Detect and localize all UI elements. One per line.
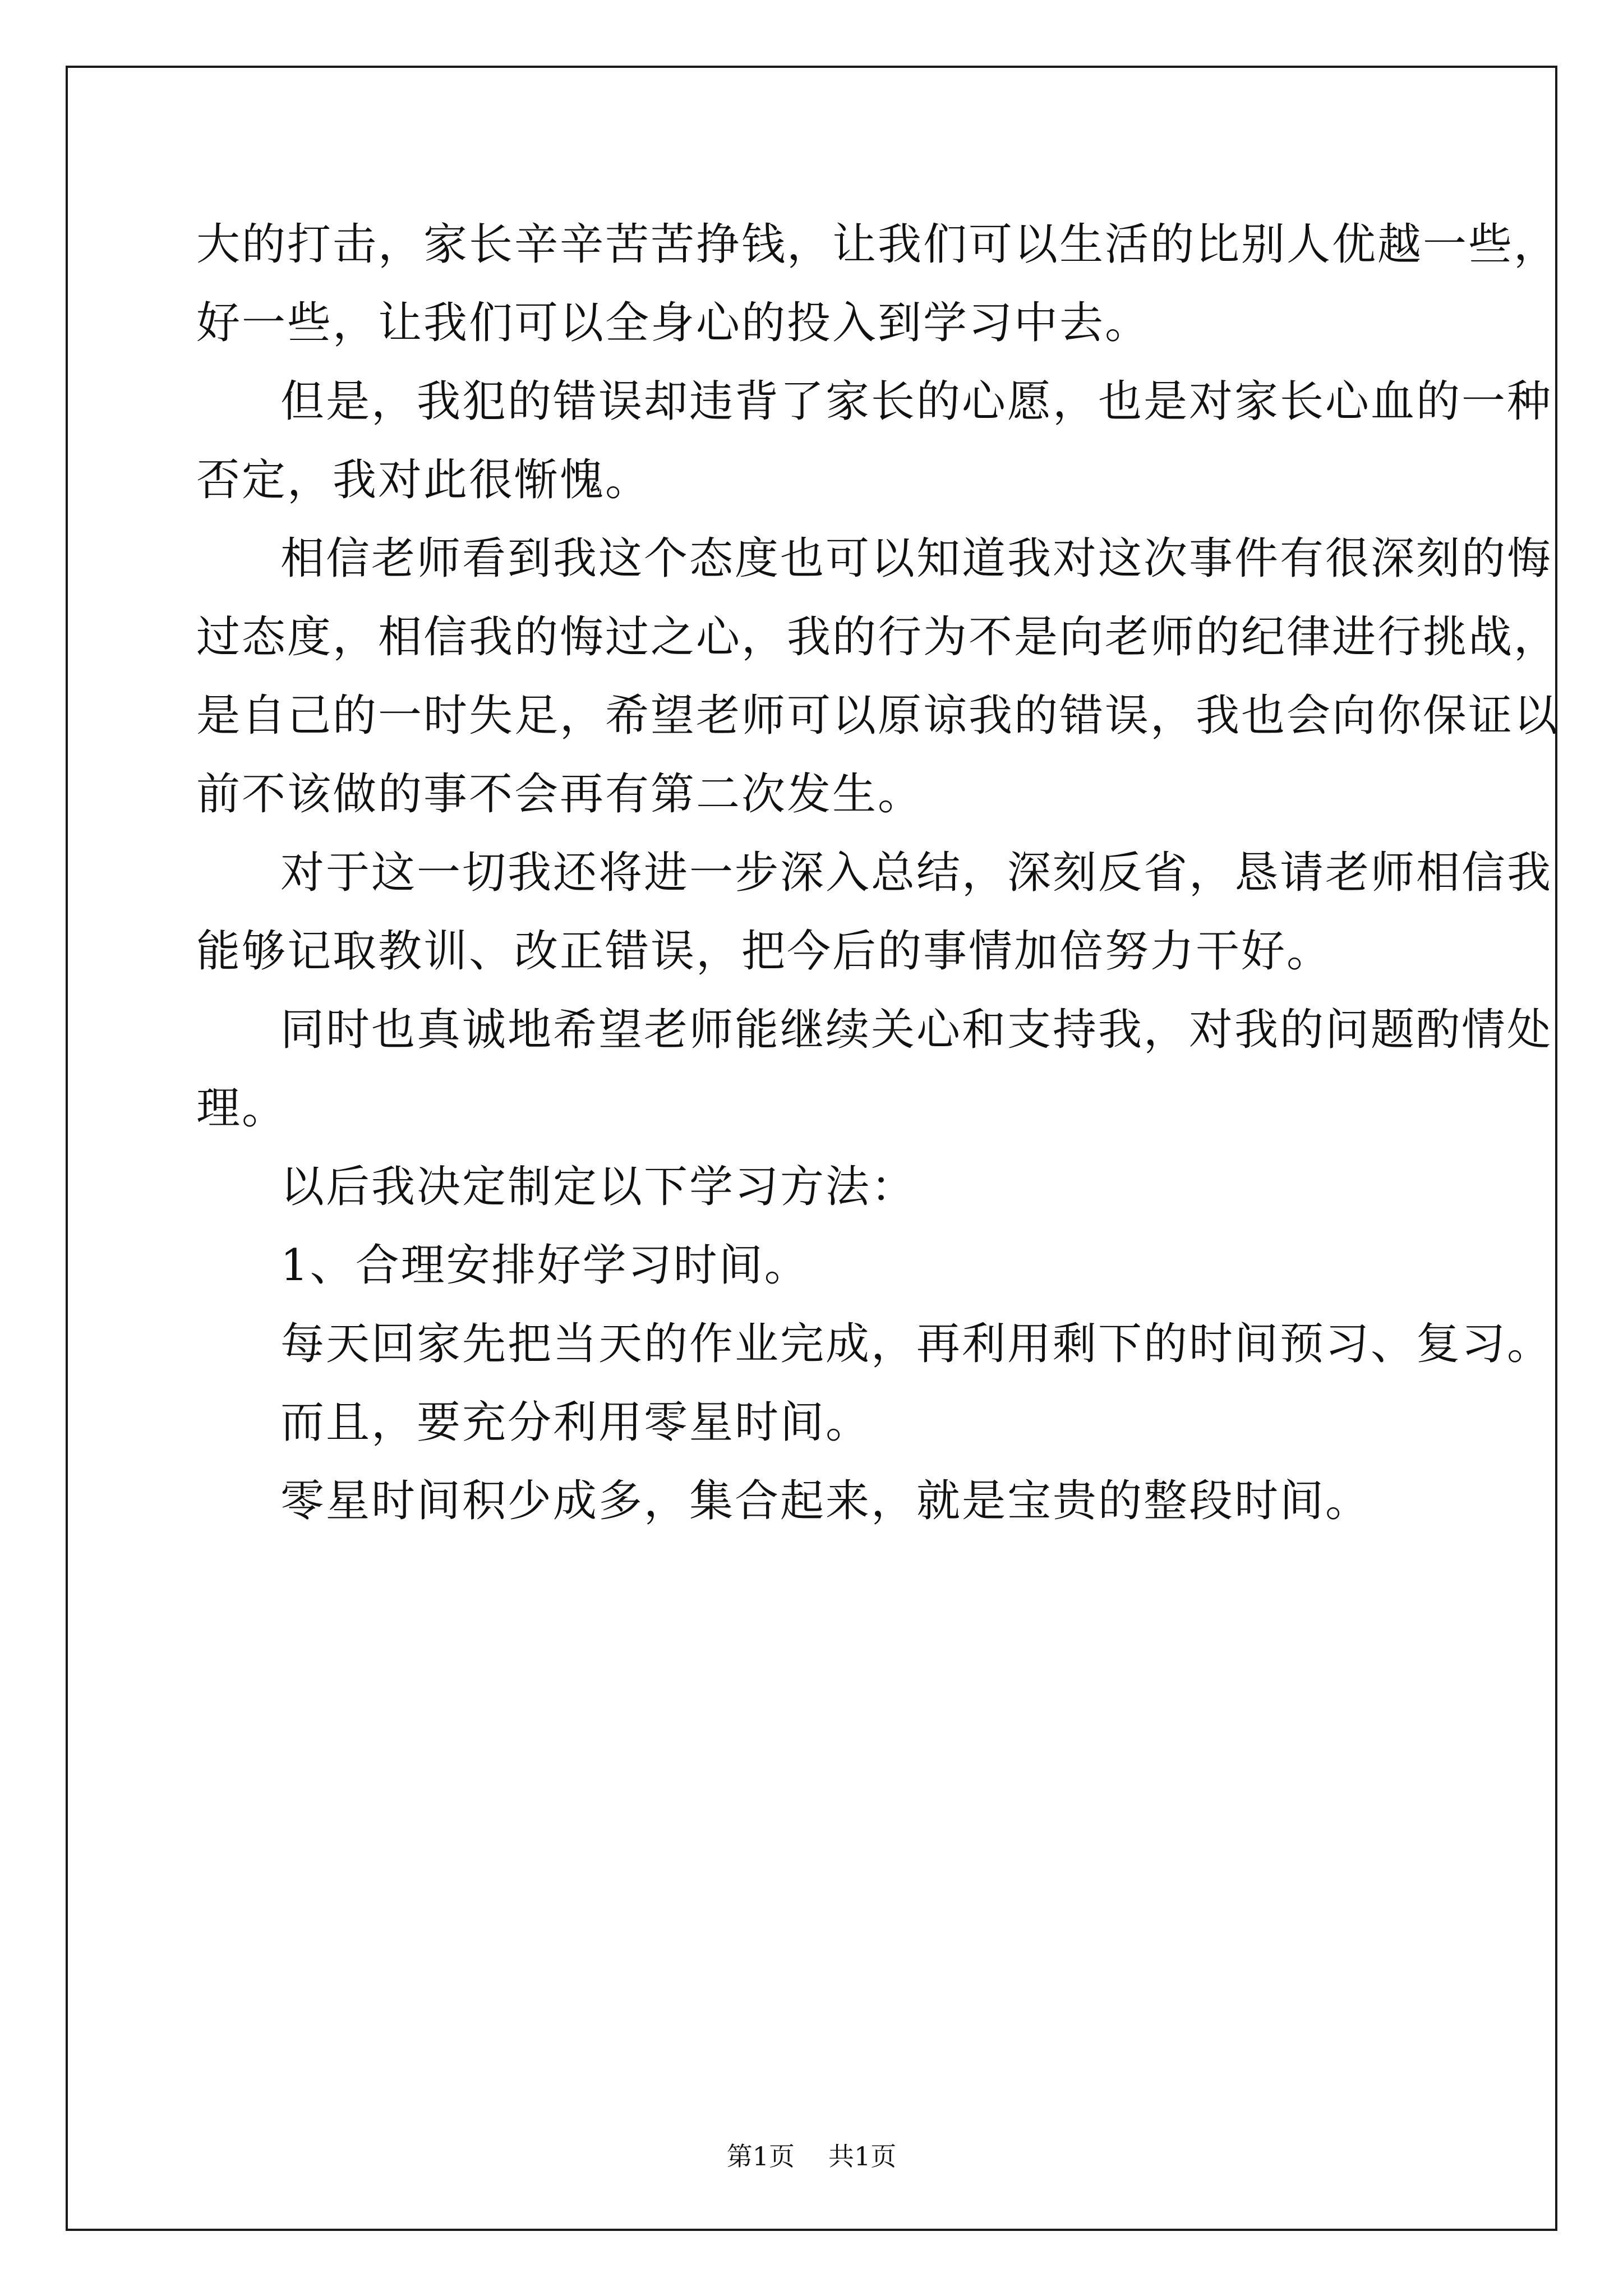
text-line: 理。 [196, 1083, 288, 1134]
text-line: 对于这一切我还将进一步深入总结，深刻反省，恳请老师相信我 [280, 848, 1553, 898]
text-line: 零星时间积少成多，集合起来，就是宝贵的整段时间。 [280, 1476, 1371, 1526]
document-body [196, 205, 1560, 1540]
text-line: 1、合理安排好学习时间。 [280, 1240, 810, 1291]
text-line: 过态度，相信我的悔过之心，我的行为不是向老师的纪律进行挑战， [196, 612, 1560, 662]
text-line: 前不该做的事不会再有第二次发生。 [196, 769, 924, 820]
text-line: 好一些，让我们可以全身心的投入到学习中去。 [196, 298, 1151, 348]
text-line: 能够记取教训、改正错误，把今后的事情加倍努力干好。 [196, 926, 1332, 977]
text-line: 相信老师看到我这个态度也可以知道我对这次事件有很深刻的悔 [280, 533, 1553, 584]
text-line: 但是，我犯的错误却违背了家长的心愿，也是对家长心血的一种 [280, 376, 1553, 427]
page-total: 共1页 [828, 2141, 897, 2171]
text-line: 而且，要充分利用零星时间。 [280, 1397, 872, 1448]
page-footer [0, 2136, 1623, 2173]
page-number: 第1页 [726, 2141, 795, 2171]
text-line: 是自己的一时失足，希望老师可以原谅我的错误，我也会向你保证以 [196, 691, 1560, 741]
text-line: 每天回家先把当天的作业完成，再利用剩下的时间预习、复习。 [280, 1319, 1553, 1369]
text-line: 以后我决定制定以下学习方法： [280, 1162, 917, 1212]
text-line: 大的打击，家长辛辛苦苦挣钱，让我们可以生活的比别人优越一些， [196, 219, 1560, 270]
text-line: 否定，我对此很惭愧。 [196, 455, 651, 505]
text-line: 同时也真诚地希望老师能继续关心和支持我，对我的问题酌情处 [280, 1005, 1553, 1055]
